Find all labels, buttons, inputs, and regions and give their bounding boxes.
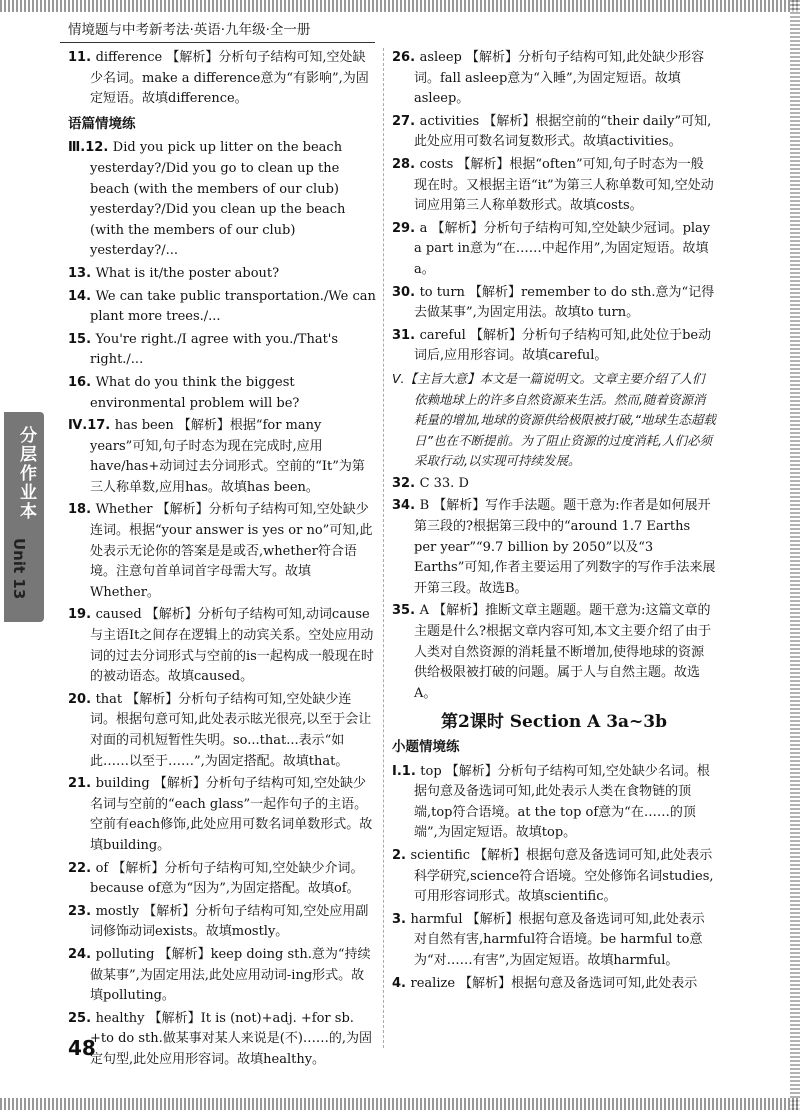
item-text: A 【解析】推断文章主题题。题干意为:这篇文章的主题是什么?根据文章内容可知,本文主要介绍了由于人类对自然资源的消耗量不断增加,使得地球的资源供给极限被打破的问题。属于人与自然主题。故选A。: [414, 603, 712, 701]
header-rule: [60, 42, 375, 43]
item-text: a 【解析】分析句子结构可知,空处缺少冠词。play a part in意为“在……中起作用”,为固定短语。故填a。: [414, 220, 711, 277]
item-number: 35.: [392, 603, 420, 619]
left-column: [68, 48, 376, 1073]
item-number: 32.: [392, 475, 420, 491]
unit-label: Unit 13: [10, 538, 28, 600]
bottom-decorative-border: [0, 1098, 800, 1110]
answer-item: [392, 846, 716, 908]
item-number: 2.: [392, 847, 411, 863]
item-number: 16.: [68, 374, 96, 390]
page-number: 48: [68, 1036, 96, 1060]
answer-item: [68, 330, 376, 371]
column-divider: [383, 48, 384, 1048]
item-text: top 【解析】分析句子结构可知,空处缺少名词。根据句意及备选词可知,此处表示人类在食物链的顶端,top符合语境。at the top of意为“在……的顶端”,为固定短语。故填top。: [414, 763, 710, 841]
answer-item: [68, 287, 376, 328]
item-number: 3.: [392, 911, 411, 927]
answer-item: [68, 138, 376, 262]
item-number: 18.: [68, 502, 96, 518]
answer-item: [392, 219, 716, 281]
answer-item: [392, 496, 716, 599]
right-decorative-border: [790, 0, 800, 1110]
section-heading: 语篇情境练: [68, 115, 136, 132]
item-number: 25.: [68, 1010, 96, 1026]
item-text: scientific 【解析】根据句意及备选词可知,此处表示科学研究,science符合语境。空处修饰名词studies,可用形容词形式。故填scientific。: [410, 847, 714, 905]
answer-item: [68, 500, 376, 603]
answer-item: [68, 690, 376, 772]
item-number: Ⅲ.12.: [68, 140, 113, 156]
item-text: caused 【解析】分析句子结构可知,动词cause与主语It之间存在逻辑上的动宾关系。空处应用动词的过去分词形式与空前的is一起构成一般现在时的被动语态。故填caused。: [90, 607, 374, 685]
item-number: 23.: [68, 903, 96, 919]
item-text: activities 【解析】根据空前的“their daily”可知,此处应用可数名词复数形式。故填activities。: [414, 113, 712, 150]
answer-item: [392, 283, 716, 324]
item-text: asleep 【解析】分析句子结构可知,此处缺少形容词。fall asleep意为“入睡”,为固定短语。故填asleep。: [414, 50, 705, 107]
answer-item: [68, 1009, 376, 1071]
item-number: Ⅰ.1.: [392, 763, 421, 779]
item-text: of 【解析】分析句子结构可知,空处缺少介词。because of意为“因为”,为固定搭配。故填of。: [90, 860, 364, 897]
item-number: 4.: [392, 975, 411, 991]
answer-item: [68, 902, 376, 943]
item-text: harmful 【解析】根据句意及备选词可知,此处表示对自然有害,harmful符合语境。be harmful to意为“对……有害”,为固定短语。故填harmful。: [410, 911, 705, 968]
item-text: that 【解析】分析句子结构可知,空处缺少连词。根据句意可知,此处表示眩光很亮,以至于会让对面的司机短暂性失明。so...that...表示“如此……以至于……”,为固定搭配。故填that。: [90, 691, 372, 769]
item-text: careful 【解析】分析句子结构可知,此处位于be动词后,应用形容词。故填careful。: [414, 327, 712, 364]
answer-item: [392, 326, 716, 367]
item-text: costs 【解析】根据“often”可知,句子时态为一般现在时。又根据主语“it”为第三人称单数可知,空处动词应用第三人称单数形式。故填costs。: [414, 156, 714, 214]
item-text: has been 【解析】根据“for many years”可知,句子时态为现在完成时,应用have/has+动词过去分词形式。空前的“It”为第三人称单数,应用has。故填has been。: [90, 418, 365, 495]
answer-item: [392, 474, 716, 495]
item-text: building 【解析】分析句子结构可知,空处缺少名词与空前的“each glass”一起作句子的主语。空前有each修饰,此处应用可数名词单数形式。故填building。: [90, 776, 373, 853]
item-text: B 【解析】写作手法题。题干意为:作者是如何展开第三段的?根据第三段中的“around 1.7 Earths per year”“9.7 billion by 2050”以及“3 Earths”可知,作者主要运用了列数字的写作手法来展开第三段。故选B。: [414, 498, 716, 596]
answer-item: [392, 762, 716, 844]
item-text: Did you pick up litter on the beach yesterday?/Did you go to clean up the beach (with the members of our club) yesterday?/Did you clean up the beach (with the members of our club) yesterday?/...: [90, 140, 346, 259]
item-text: You're right./I agree with you./That's right./...: [90, 331, 339, 368]
answer-item: [68, 264, 376, 285]
answer-item: [68, 605, 376, 687]
main-idea-summary: Ⅴ.【主旨大意】本文是一篇说明文。文章主要介绍了人们依赖地球上的许多自然资源来生活。然而,随着资源消耗量的增加,地球的资源供给极限被打破,“地球生态超载日”也在不断提前。为了阻止资源的过度消耗,人们必须采取行动,以实现可持续发展。: [392, 370, 716, 469]
item-number: 24.: [68, 946, 96, 962]
item-number: 14.: [68, 288, 96, 304]
answer-item: [68, 48, 376, 110]
item-number: 11.: [68, 50, 96, 65]
item-number: 26.: [392, 50, 420, 65]
item-number: 22.: [68, 860, 96, 876]
answer-item: [68, 416, 376, 498]
answer-item: [68, 373, 376, 414]
lesson-title: 第2课时 Section A 3a~3b: [440, 712, 668, 733]
item-text: polluting 【解析】keep doing sth.意为“持续做某事”,为固定用法,此处应用动词-ing形式。故填polluting。: [90, 946, 371, 1004]
side-tab-label: 分层作业本: [16, 426, 36, 521]
item-number: Ⅳ.17.: [68, 418, 115, 434]
item-text: What do you think the biggest environmental problem will be?: [90, 374, 300, 411]
section-heading: 小题情境练: [392, 739, 460, 755]
item-number: 34.: [392, 498, 420, 514]
item-number: 20.: [68, 691, 96, 707]
item-number: 19.: [68, 607, 96, 623]
item-number: 13.: [68, 265, 96, 281]
answer-item: [392, 974, 716, 995]
item-text: to turn 【解析】remember to do sth.意为“记得去做某事”,为固定用法。故填to turn。: [414, 284, 715, 321]
answer-item: [392, 155, 716, 217]
item-number: 28.: [392, 156, 420, 172]
answer-item: [68, 945, 376, 1007]
item-number: 21.: [68, 776, 96, 792]
item-text: mostly 【解析】分析句子结构可知,空处应用副词修饰动词exists。故填mostly。: [90, 903, 369, 940]
item-text: healthy 【解析】It is (not)+adj. +for sb. +to do sth.做某事对某人来说是(不)……的,为固定句型,此处应用形容词。故填healthy。: [90, 1010, 373, 1067]
running-header: 情境题与中考新考法·英语·九年级·全一册: [68, 22, 311, 38]
item-text: C 33. D: [419, 475, 469, 491]
item-text: difference 【解析】分析句子结构可知,空处缺少名词。make a difference意为“有影响”,为固定短语。故填difference。: [90, 50, 369, 107]
item-number: 29.: [392, 220, 420, 236]
item-text: realize 【解析】根据句意及备选词可知,此处表示: [410, 975, 698, 991]
item-number: 27.: [392, 113, 420, 129]
answer-item: [392, 48, 716, 110]
answer-item: [68, 859, 376, 900]
answer-item: [392, 910, 716, 972]
top-decorative-border: [0, 0, 800, 12]
item-text: Whether 【解析】分析句子结构可知,空处缺少连词。根据“your answer is yes or no”可知,此处表示无论你的答案是是或否,whether符合语境。注意句首单词首字母需大写。故填Whether。: [90, 502, 373, 600]
item-number: 30.: [392, 284, 420, 300]
answer-item: [68, 774, 376, 856]
item-text: We can take public transportation./We can plant more trees./...: [90, 288, 376, 325]
right-column: [392, 48, 716, 996]
answer-item: [392, 112, 716, 153]
item-number: 31.: [392, 327, 420, 343]
answer-item: [392, 601, 716, 704]
item-number: 15.: [68, 331, 96, 347]
item-text: What is it/the poster about?: [95, 265, 280, 281]
